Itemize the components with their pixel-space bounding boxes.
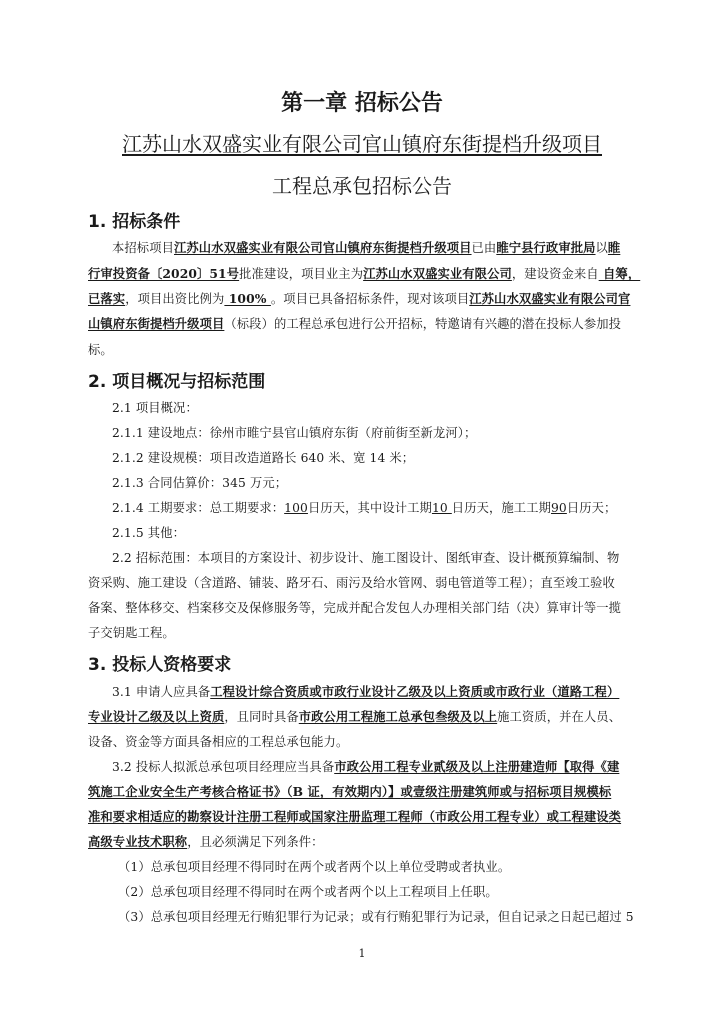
s3-2-line-3: 准和要求相适应的勘察设计注册工程师或国家注册监理工程师（市政公用工程专业）或工程建设类 <box>88 809 622 824</box>
s2-1-1: 2.1.1 建设地点：徐州市睢宁县官山镇府东街（府前街至新龙河）； <box>112 426 477 440</box>
s1-line-5: 标。 <box>88 343 113 357</box>
section-3-heading: 3. 投标人资格要求 <box>88 655 232 675</box>
s3-1-line-3: 设备、资金等方面具备相应的工程总承包能力。 <box>88 735 349 749</box>
page-number: 1 <box>358 947 366 960</box>
s3-condition-1: （1）总承包项目经理不得同时在两个或者两个以上单位受聘或者执业。 <box>118 860 511 874</box>
s2-2-line-2: 资采购、施工建设（含道路、铺装、路牙石、雨污及给水管网、弱电管道等工程）；直至竣工验收 <box>88 576 615 590</box>
s2-1-2: 2.1.2 建设规模：项目改造道路长 640 米、宽 14 米； <box>112 451 415 465</box>
s2-1-4: 2.1.4 工期要求：总工期要求：100日历天，其中设计工期10 日历天，施工工期90日历天； <box>112 501 617 515</box>
s1-line-2: 行审投资备〔2020〕51号批准建设，项目业主为江苏山水双盛实业有限公司，建设资金来自 自筹， <box>88 266 641 281</box>
section-2-heading: 2. 项目概况与招标范围 <box>88 372 266 392</box>
project-title: 江苏山水双盛实业有限公司官山镇府东街提档升级项目 <box>122 132 602 156</box>
section-1-heading: 1. 招标条件 <box>88 212 181 232</box>
s1-line-4: 山镇府东街提档升级项目（标段）的工程总承包进行公开招标，特邀请有兴趣的潜在投标人参加投 <box>88 316 622 331</box>
s2-1-3: 2.1.3 合同估算价：345 万元； <box>112 476 288 490</box>
s3-condition-2: （2）总承包项目经理不得同时在两个或者两个以上工程项目上任职。 <box>118 885 498 899</box>
s1-line-1: 本招标项目江苏山水双盛实业有限公司官山镇府东街提档升级项目已由睢宁县行政审批局以睢 <box>112 240 621 255</box>
s2-2-line-1: 2.2 招标范围：本项目的方案设计、初步设计、施工图设计、图纸审查、设计概预算编制、物 <box>112 551 620 565</box>
s3-1-line-1: 3.1 申请人应具备工程设计综合资质或市政行业设计乙级及以上资质或市政行业（道路工程） <box>112 684 620 699</box>
s2-2-line-4: 子交钥匙工程。 <box>88 626 175 640</box>
announcement-title: 工程总承包招标公告 <box>272 174 452 198</box>
s3-2-line-2: 筑施工企业安全生产考核合格证书》（B 证，有效期内）】或壹级注册建筑师或与招标项目规模标 <box>88 784 612 799</box>
s3-1-line-2: 专业设计乙级及以上资质，且同时具备市政公用工程施工总承包叁级及以上施工资质，并在人员、 <box>88 709 622 724</box>
s2-2-line-3: 备案、整体移交、档案移交及保修服务等，完成并配合发包人办理相关部门结（决）算审计等一揽 <box>88 601 622 615</box>
s2-1: 2.1 项目概况： <box>112 401 198 415</box>
s1-line-3: 已落实，项目出资比例为 100% 。项目已具备招标条件，现对该项目江苏山水双盛实业有限公司官 <box>88 291 631 306</box>
s3-2-line-4: 高级专业技术职称，且必须满足下列条件： <box>88 834 324 849</box>
chapter-title: 第一章 招标公告 <box>281 91 443 116</box>
s2-1-5: 2.1.5 其他： <box>112 526 185 540</box>
s3-condition-3: （3）总承包项目经理无行贿犯罪行为记录；或有行贿犯罪行为记录，但自记录之日起已超过 5 <box>118 910 634 924</box>
s3-2-line-1: 3.2 投标人拟派总承包项目经理应当具备市政公用工程专业贰级及以上注册建造师【取得《建 <box>112 759 620 774</box>
